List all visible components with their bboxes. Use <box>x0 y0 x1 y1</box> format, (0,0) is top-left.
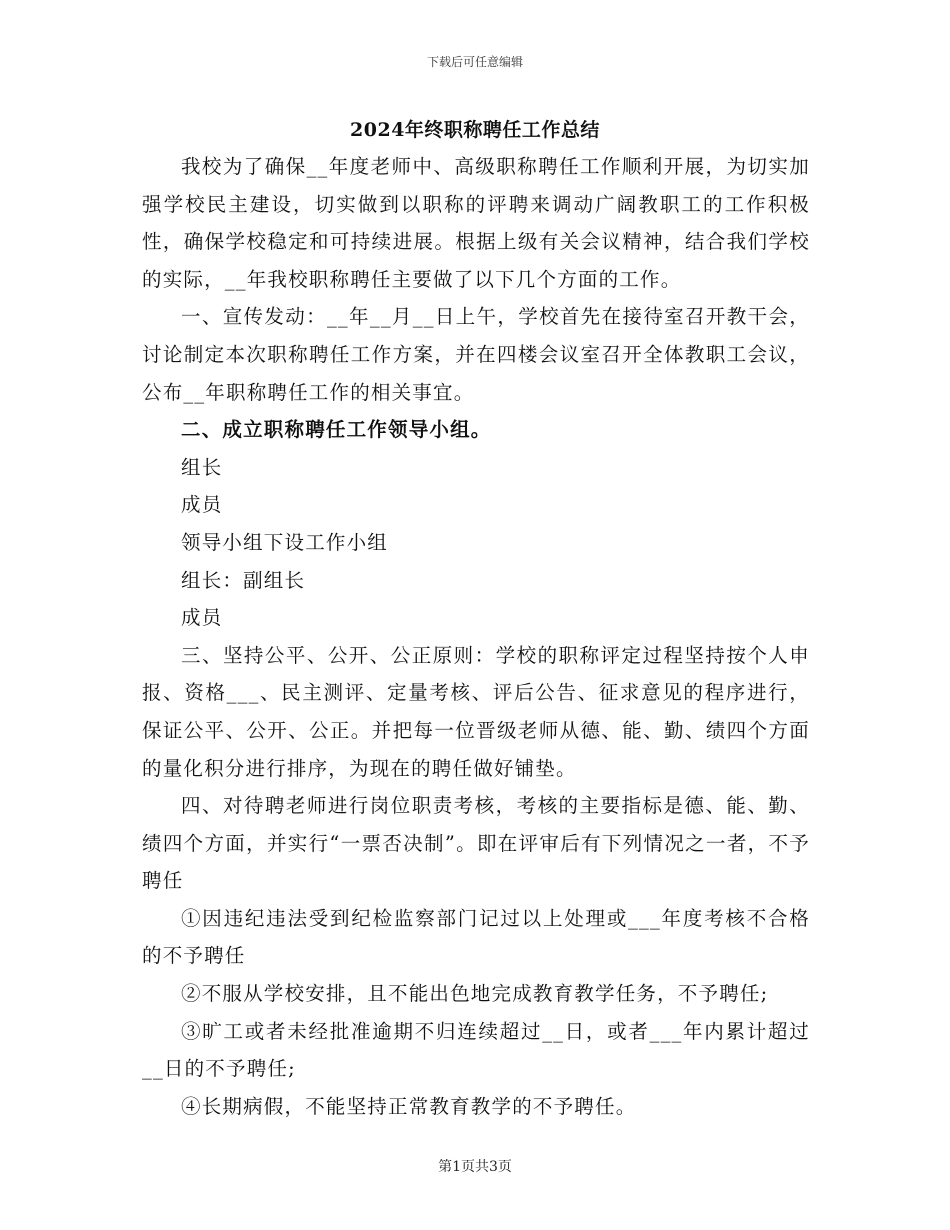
group-members-line: 成员 <box>181 493 223 517</box>
rule-item-1: ①因违纪违法受到纪检监察部门记过以上处理或___年度考核不合格的不予聘任 <box>142 906 810 968</box>
header-note: 下载后可任意编辑 <box>426 55 523 69</box>
section-two-heading: 二、成立职称聘任工作领导小组。 <box>181 418 492 442</box>
document-title: 2024年终职称聘任工作总结 <box>350 119 600 141</box>
working-group-leader-line: 组长：副组长 <box>181 568 306 592</box>
document-body <box>142 148 810 1125</box>
rule-item-2: ②不服从学校安排，且不能出色地完成教育教学任务，不予聘任; <box>181 982 769 1006</box>
page-number: 第1页共3页 <box>438 1159 512 1175</box>
group-leader-line: 组长 <box>181 455 223 479</box>
section-one-paragraph: 一、宣传发动：__年__月__日上午，学校首先在接待室召开教干会，讨论制定本次职称聘任工作方案，并在四楼会议室召开全体教职工会议，公布__年职称聘任工作的相关事宜。 <box>142 305 810 404</box>
section-four-paragraph: 四、对待聘老师进行岗位职责考核，考核的主要指标是德、能、勤、绩四个方面，并实行“一票否决制”。即在评审后有下列情况之一者，不予聘任 <box>142 794 810 893</box>
rule-item-3: ③旷工或者未经批准逾期不归连续超过__日，或者___年内累计超过__日的不予聘任; <box>142 1019 810 1081</box>
intro-paragraph: 我校为了确保__年度老师中、高级职称聘任工作顺利开展，为切实加强学校民主建设，切实做到以职称的评聘来调动广阔教职工的工作积极性，确保学校稳定和可持续进展。根据上级有关会议精神，结合我们学校的实际，__年我校职称聘任主要做了以下几个方面的工作。 <box>142 155 810 291</box>
working-group-members-line: 成员 <box>181 606 223 630</box>
section-three-paragraph: 三、坚持公平、公开、公正原则：学校的职称评定过程坚持按个人申报、资格___、民主测评、定量考核、评后公告、征求意见的程序进行，保证公平、公开、公正。并把每一位晋级老师从德、能、勤、绩四个方面的量化积分进行排序，为现在的聘任做好铺垫。 <box>142 643 810 780</box>
rule-item-4: ④长期病假，不能坚持正常教育教学的不予聘任。 <box>181 1094 637 1118</box>
working-group-line: 领导小组下设工作小组 <box>181 530 389 554</box>
